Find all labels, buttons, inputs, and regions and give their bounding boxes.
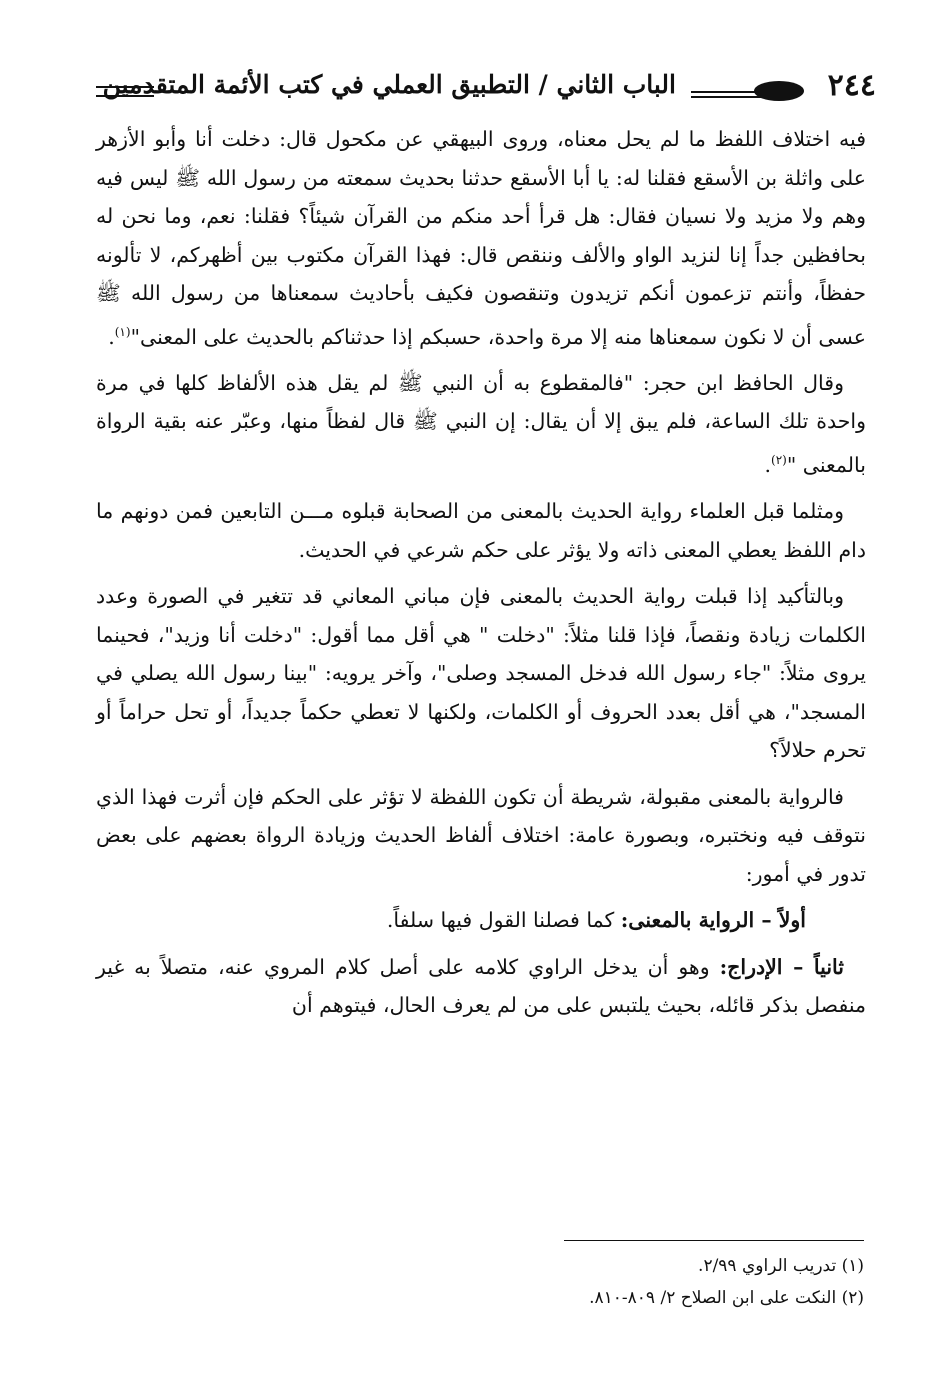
list-item-heading: أولاً – الرواية بالمعنى: (620, 908, 806, 933)
footnote-marker: (٢) (771, 452, 787, 467)
running-header (96, 62, 876, 112)
footnotes (364, 1250, 864, 1314)
footnote-divider (564, 1240, 864, 1241)
body-text (96, 120, 866, 1033)
header-rule (691, 96, 761, 98)
footnote-marker: (١) (114, 324, 131, 339)
paragraph: وقال الحافظ ابن حجر: "فالمقطوع به أن النبي ﷺ لم يقل هذه الألفاظ كلها في مرة واحدة تلك الساعة، فلم يبق إلا أن يقال: إن النبي ﷺ قال لفظاً منها، وعبّر عنه بقية الرواة بالمعنى "$^{(٢)}$. (96, 370, 866, 477)
paragraph: فيه اختلاف اللفظ ما لم يحل معناه، وروى البيهقي عن مكحول قال: دخلت أنا وأبو الأزهر على واثلة بن الأسقع فقلنا له: يا أبا الأسقع حدثنا بحديث سمعته من رسول الله ﷺ ليس فيه وهم ولا مزيد ولا نسيان فقال: هل قرأ أحد منكم من القرآن شيئاً؟ فقلنا: نعم، وما نحن له بحافظين جداً إنا لنزيد الواو والألف وننقص قال: فهذا القرآن مكتوب بين أظهركم، لا تألونه حفظاً، وأنتم تزعمون أنكم تزيدون وتنقصون فكيف بأحاديث سمعناها من رسول الله ﷺ عسى أن لا نكون سمعناها منه إلا مرة واحدة، حسبكم إذا حدثناكم بالحديث على المعنى"$^{(١)}$. (96, 127, 866, 349)
header-ornament (754, 81, 804, 101)
list-item: أولاً – الرواية بالمعنى: كما فصلنا القول فيها سلفاً. (386, 908, 806, 933)
paragraph: فالرواية بالمعنى مقبولة، شريطة أن تكون اللفظة لا تؤثر على الحكم فإن أثرت فهذا الذي نتوقف فيه ونختبره، وبصورة عامة: اختلاف ألفاظ الحديث وزيادة الرواة بعضهم على بعض تدور في أمور: (96, 784, 866, 886)
header-rule (96, 86, 154, 88)
header-rule (691, 91, 761, 93)
paragraph: ومثلما قبل العلماء رواية الحديث بالمعنى من الصحابة قبلوه مـــن التابعين فمن دونهم ما دام اللفظ يعطي المعنى ذاته ولا يؤثر على حكم شرعي في الحديث. (96, 499, 866, 562)
paragraph: وبالتأكيد إذا قبلت رواية الحديث بالمعنى فإن مباني المعاني قد تتغير في الصورة وعدد الكلمات زيادة ونقصاً، فإذا قلنا مثلاً: "دخلت " هي أقل مما أقول: "دخلت أنا وزيد"، فحينما يروى مثلاً: "جاء رسول الله فدخل المسجد وصلى"، وآخر يرويه: "بينا رسول الله يصلي في المسجد"، هي أقل بعدد الحروف أو الكلمات، ولكنها لا تعطي حكماً جديداً، أو تحل حراماً أو تحرم حلالاً؟ (96, 584, 866, 763)
header-rule (96, 95, 154, 97)
running-title: الباب الثاني / التطبيق العملي في كتب الأئمة المتقدمين (102, 70, 676, 99)
footnote: (١) تدريب الراوي ٢/٩٩. (698, 1256, 864, 1276)
list-item: ثانياً – الإدراج: وهو أن يدخل الراوي كلامه على أصل كلام المروي عنه، متصلاً به غير منفصل بذكر قائله، بحيث يلتبس على من لم يعرف الحال، فيتوهم أن (96, 954, 866, 1018)
footnote: (٢) النكت على ابن الصلاح ٢/ ٨٠٩-٨١٠. (589, 1288, 864, 1308)
page-number: ٢٤٤ (827, 68, 876, 103)
list-item-heading: ثانياً – الإدراج: (719, 954, 844, 979)
